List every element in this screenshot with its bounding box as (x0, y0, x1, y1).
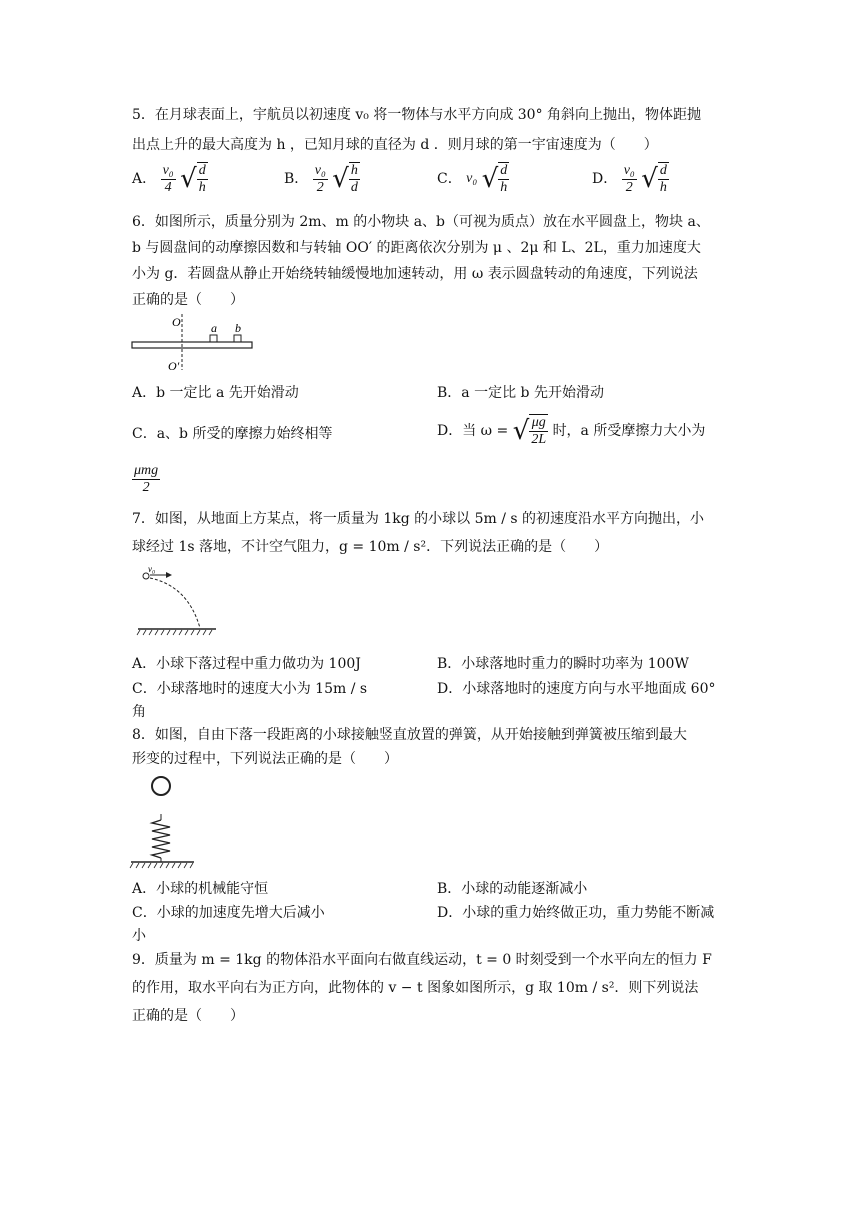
q7-projectile-figure (136, 564, 218, 636)
q6-line4: 正确的是（ ） (132, 292, 244, 308)
q5-option-a[interactable]: A． $\frac{\text{v₀}}{4}$ √ $\frac{d}{h}$ (132, 162, 206, 195)
q7-line2: 球经过 1s 落地，不计空气阻力，g = 10m / s²．下列说法正确的是（ ） (132, 539, 609, 555)
q6-option-d-fraction: $\frac{\text{μmg}}{2}$ (134, 463, 159, 495)
q8-option-c[interactable]: C．小球的加速度先增大后减小 (132, 905, 325, 921)
q6-line1: 6．如图所示，质量分别为 2m、m 的小物块 a、b（可视为质点）放在水平圆盘上，物块 a、 (132, 214, 710, 230)
q5-line1: 5．在月球表面上，宇航员以初速度 v₀ 将一物体与水平方向成 30° 角斜向上抛出，物体距抛 (132, 107, 702, 123)
q7-option-d[interactable]: D．小球落地时的速度方向与水平地面成 60° (437, 681, 716, 697)
q8-option-a[interactable]: A．小球的机械能守恒 (132, 881, 269, 897)
q7-line1: 7．如图，从地面上方某点，将一质量为 1kg 的小球以 5m / s 的初速度沿水平方向抛出，小 (132, 511, 705, 527)
q8-option-d[interactable]: D．小球的重力始终做正功，重力势能不断减 (437, 905, 715, 921)
q8-option-d-cont: 小 (132, 928, 146, 944)
q9-line1: 9．质量为 m = 1kg 的物体沿水平面向右做直线运动，t = 0 时刻受到一个水平向左的恒力 F (132, 952, 712, 968)
q7-option-d-cont: 角 (132, 704, 146, 720)
q6-option-d[interactable]: D．当 ω = √ $\frac{\mu g}{2L}$ 时，a 所受摩擦力大小为 (437, 415, 706, 447)
axis-label-o-prime: O′ (168, 359, 180, 373)
q5-option-c[interactable]: C． v₀ √ $\frac{d}{h}$ (437, 163, 508, 195)
q7-option-a[interactable]: A．小球下落过程中重力做功为 100J (132, 656, 361, 672)
block-label-a: a (211, 321, 217, 335)
q7-option-b[interactable]: B．小球落地时重力的瞬时功率为 100W (437, 656, 689, 672)
q5-option-d[interactable]: D． $\frac{\text{v₀}}{2}$ √ $\frac{d}{h}$ (592, 162, 667, 195)
axis-label-o: O (172, 315, 181, 329)
q6-option-a[interactable]: A．b 一定比 a 先开始滑动 (132, 385, 299, 401)
q6-line2: b 与圆盘间的动摩擦因数和与转轴 OO′ 的距离依次分别为 μ 、2μ 和 L、2L，重力加速度大 (132, 240, 701, 256)
q5-line2: 出点上升的最大高度为 h ，已知月球的直径为 d ．则月球的第一宇宙速度为（ ） (132, 137, 658, 153)
q8-line1: 8．如图，自由下落一段距离的小球接触竖直放置的弹簧，从开始接触到弹簧被压缩到最大 (132, 727, 687, 743)
q6-option-b[interactable]: B．a 一定比 b 先开始滑动 (437, 385, 604, 401)
q5-option-b[interactable]: B． $\frac{\text{v₀}}{2}$ √ $\frac{h}{d}$ (284, 162, 358, 195)
q6-option-c[interactable]: C．a、b 所受的摩擦力始终相等 (132, 426, 333, 442)
q6-disk-figure (128, 312, 258, 374)
q8-spring-figure (128, 774, 198, 872)
q8-option-b[interactable]: B．小球的动能逐渐减小 (437, 881, 588, 897)
block-label-b: b (235, 321, 241, 335)
velocity-label: v₀ (148, 564, 156, 574)
q9-line3: 正确的是（ ） (132, 1008, 244, 1024)
q8-line2: 形变的过程中，下列说法正确的是（ ） (132, 751, 398, 767)
q7-option-c[interactable]: C．小球落地时的速度大小为 15m / s (132, 681, 368, 697)
q9-line2: 的作用，取水平向右为正方向，此物体的 v − t 图象如图所示，g 取 10m / s²．则下列说法 (132, 980, 699, 996)
q6-line3: 小为 g．若圆盘从静止开始绕转轴缓慢地加速转动，用 ω 表示圆盘转动的角速度，下列说法 (132, 266, 698, 282)
